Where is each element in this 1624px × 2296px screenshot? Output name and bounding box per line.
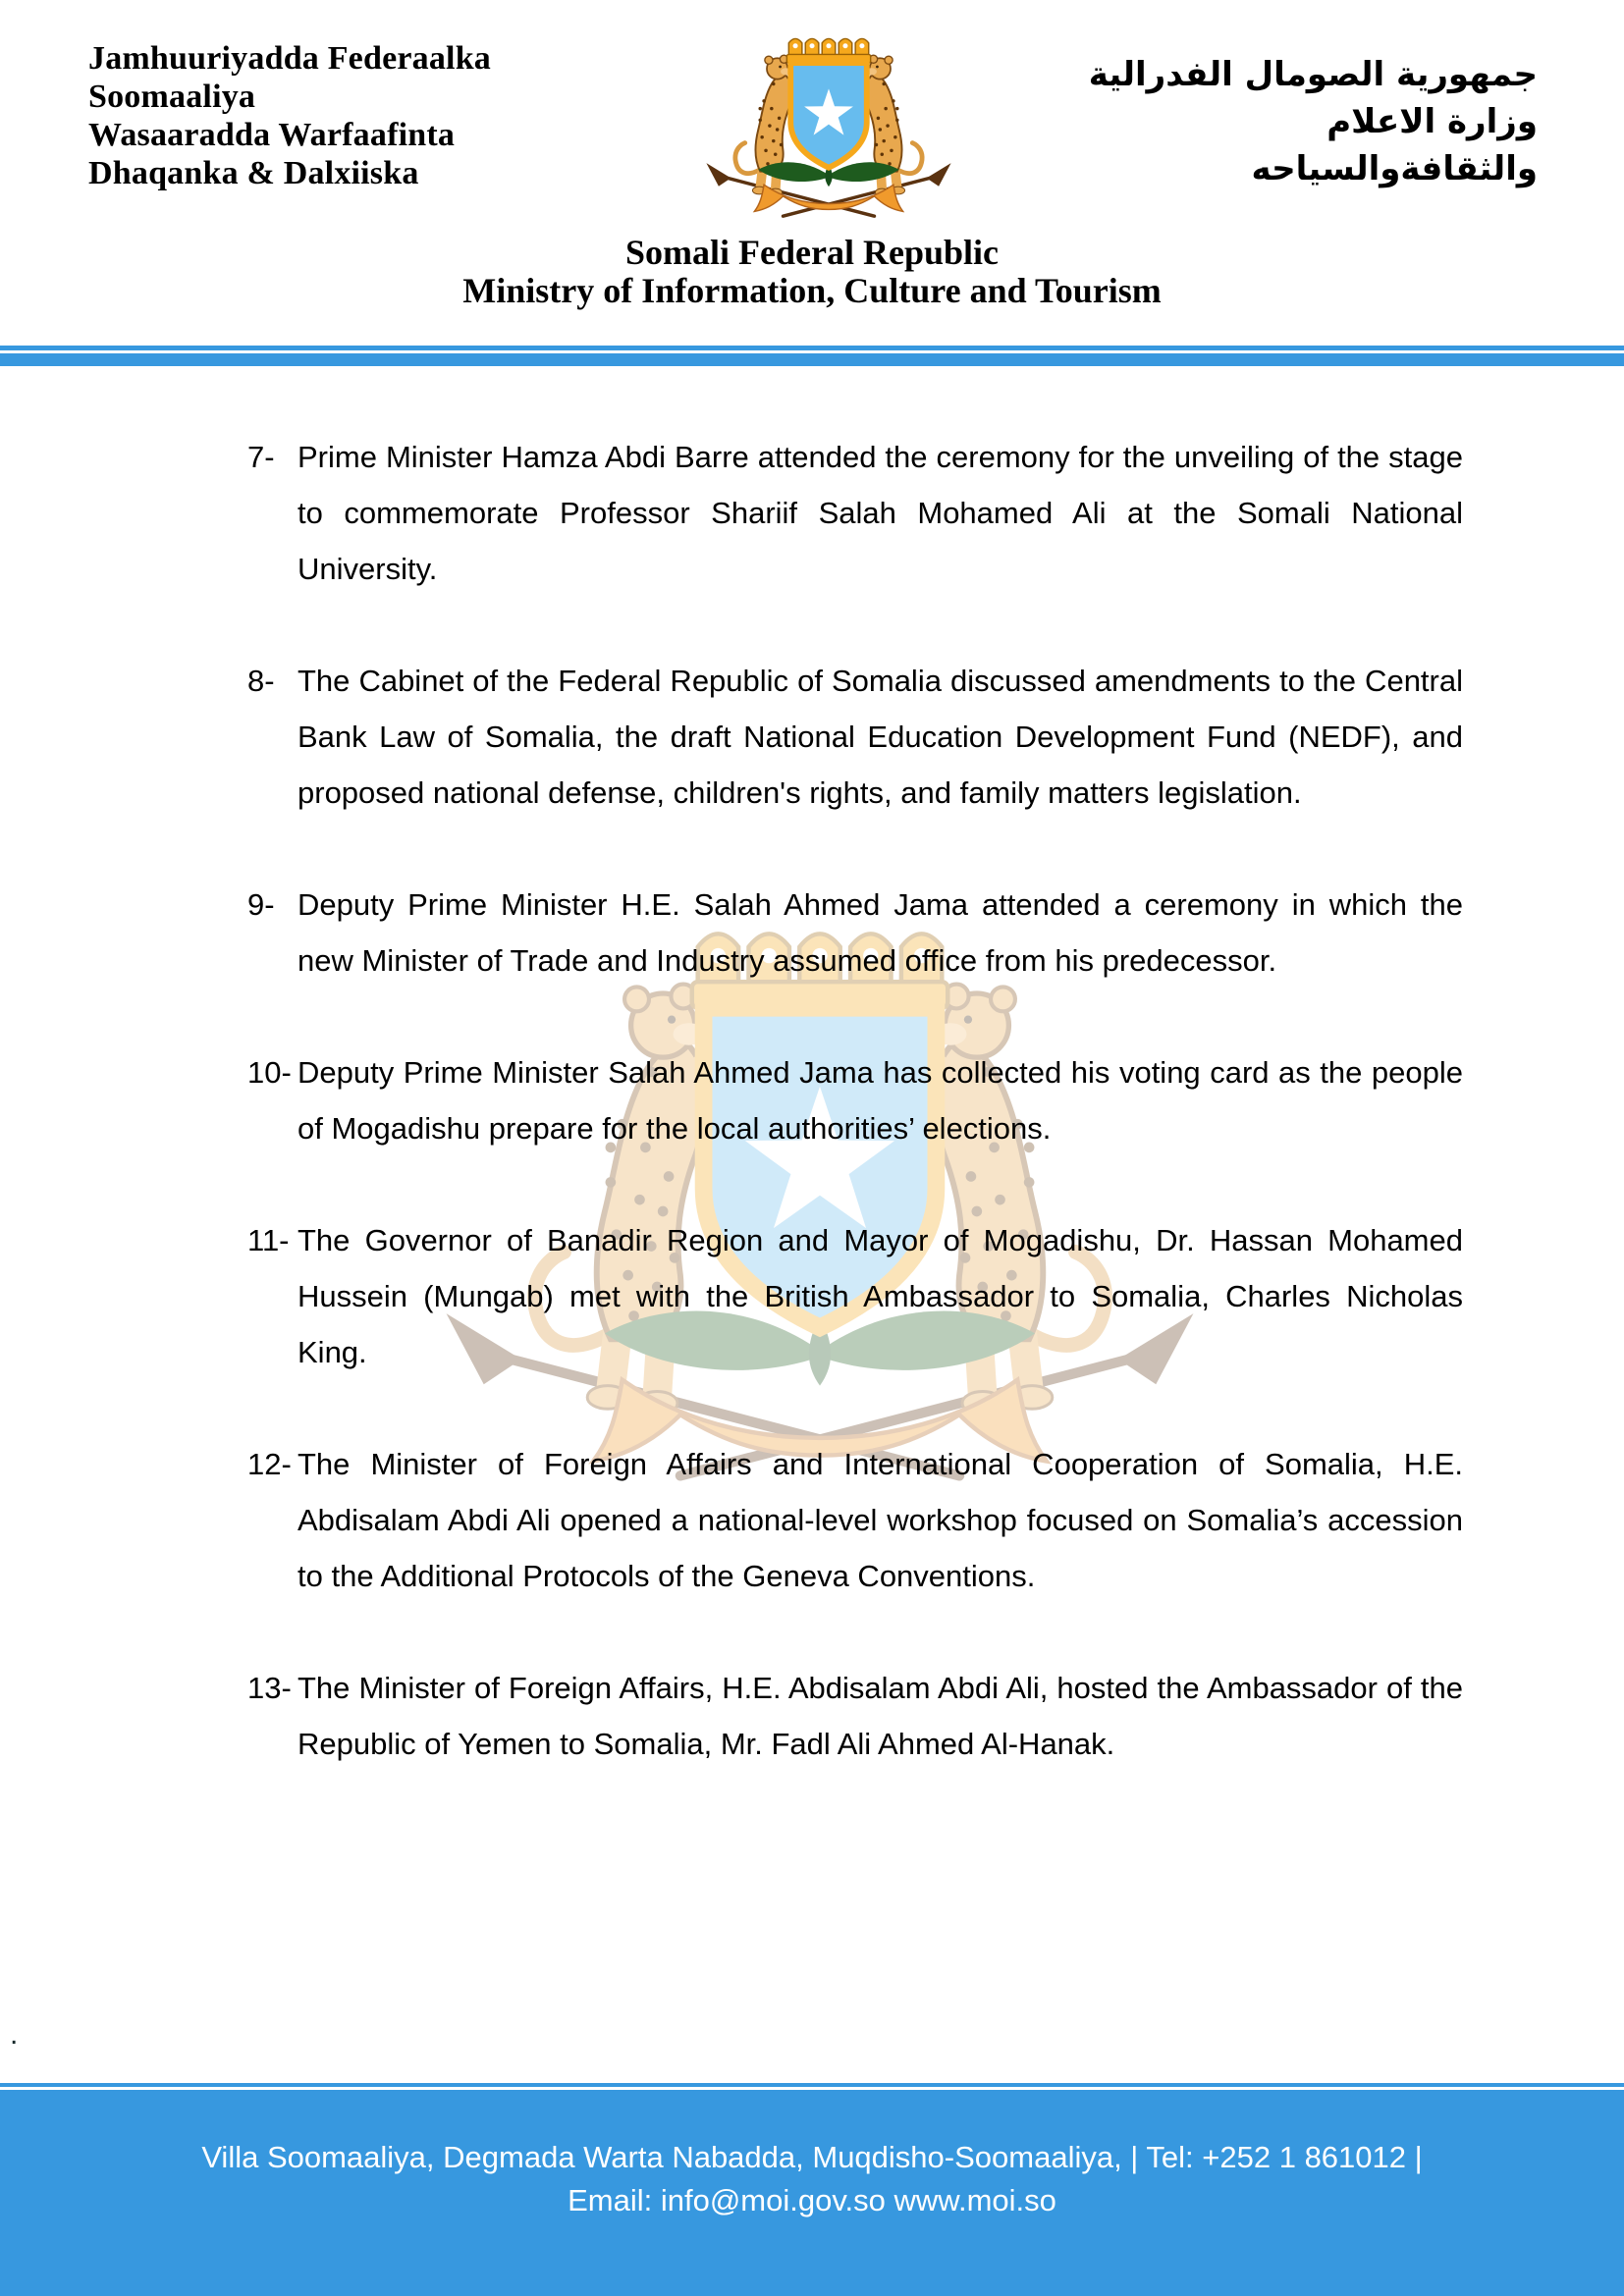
list-item: [247, 1436, 1463, 1604]
item-text: The Governor of Banadir Region and Mayor of Mogadishu, Dr. Hassan Mohamed Hussein (Mungab) met with the British Ambassador to Somalia, Charles Nicholas King.: [298, 1223, 1463, 1369]
item-number: 12-: [247, 1447, 292, 1481]
divider-thick-bar: [0, 353, 1624, 366]
list-item: [247, 1660, 1463, 1772]
footer: [0, 2090, 1624, 2296]
item-number: 11-: [247, 1223, 290, 1257]
document-title: [0, 234, 1624, 310]
ministry-name-somali: [88, 39, 638, 192]
news-item-list: [247, 429, 1463, 1828]
item-number: 7-: [247, 440, 275, 474]
header-line: Jamhuuriyadda Federaalka: [88, 40, 492, 77]
footer-contact-line: Email: info@moi.gov.so www.moi.so: [568, 2183, 1056, 2217]
stray-ink-mark: .: [10, 2018, 19, 2051]
list-item: [247, 1212, 1463, 1380]
list-item: [247, 1044, 1463, 1156]
item-text: The Minister of Foreign Affairs, H.E. Abdisalam Abdi Ali, hosted the Ambassador of the Republic of Yemen to Somalia, Mr. Fadl Ali Ahmed Al-Hanak.: [298, 1671, 1463, 1761]
item-number: 9-: [247, 887, 275, 922]
header-line-arabic: جمهورية الصومال الفدرالية: [1088, 55, 1538, 94]
list-item: [247, 877, 1463, 988]
item-text: The Minister of Foreign Affairs and International Cooperation of Somalia, H.E. Abdisalam Abdi Ali opened a national-level workshop focused on Somalia’s accession to the Additional Protocols of the Geneva Conventions.: [298, 1447, 1463, 1593]
somalia-coat-of-arms-icon: [705, 33, 952, 226]
header-line: Soomaaliya: [88, 79, 256, 115]
header-line: Dhaqanka & Dalxiiska: [88, 155, 419, 191]
header-line-arabic: والثقافةوالسياحه: [1251, 149, 1538, 188]
item-text: Prime Minister Hamza Abdi Barre attended the ceremony for the unveiling of the stage to commemorate Professor Shariif Salah Mohamed Ali at the Somali National University.: [298, 440, 1463, 586]
item-number: 13-: [247, 1671, 292, 1705]
footer-text: [0, 2090, 1624, 2222]
list-item: [247, 429, 1463, 597]
footer-address-line: Villa Soomaaliya, Degmada Warta Nabadda, Muqdisho-Soomaaliya, | Tel: +252 1 861012 |: [201, 2140, 1423, 2174]
title-line-1: Somali Federal Republic: [625, 233, 999, 272]
item-text: The Cabinet of the Federal Republic of Somalia discussed amendments to the Central Bank Law of Somalia, the draft National Education Development Fund (NEDF), and proposed national defense, children's rights, and family matters legislation.: [298, 664, 1463, 810]
header-line: Wasaaradda Warfaafinta: [88, 117, 456, 153]
footer-divider-rule: [0, 2083, 1624, 2087]
header-line-arabic: وزارة الاعلام: [1326, 102, 1538, 141]
ministry-name-arabic: [1027, 51, 1538, 192]
header-divider-rule: [0, 346, 1624, 366]
item-text: Deputy Prime Minister H.E. Salah Ahmed Jama attended a ceremony in which the new Minister of Trade and Industry assumed office from his predecessor.: [298, 887, 1463, 978]
item-text: Deputy Prime Minister Salah Ahmed Jama has collected his voting card as the people of Mogadishu prepare for the local authorities’ elections.: [298, 1055, 1463, 1146]
list-item: [247, 653, 1463, 821]
title-line-2: Ministry of Information, Culture and Tourism: [462, 271, 1162, 310]
item-number: 8-: [247, 664, 275, 698]
item-number: 10-: [247, 1055, 292, 1090]
